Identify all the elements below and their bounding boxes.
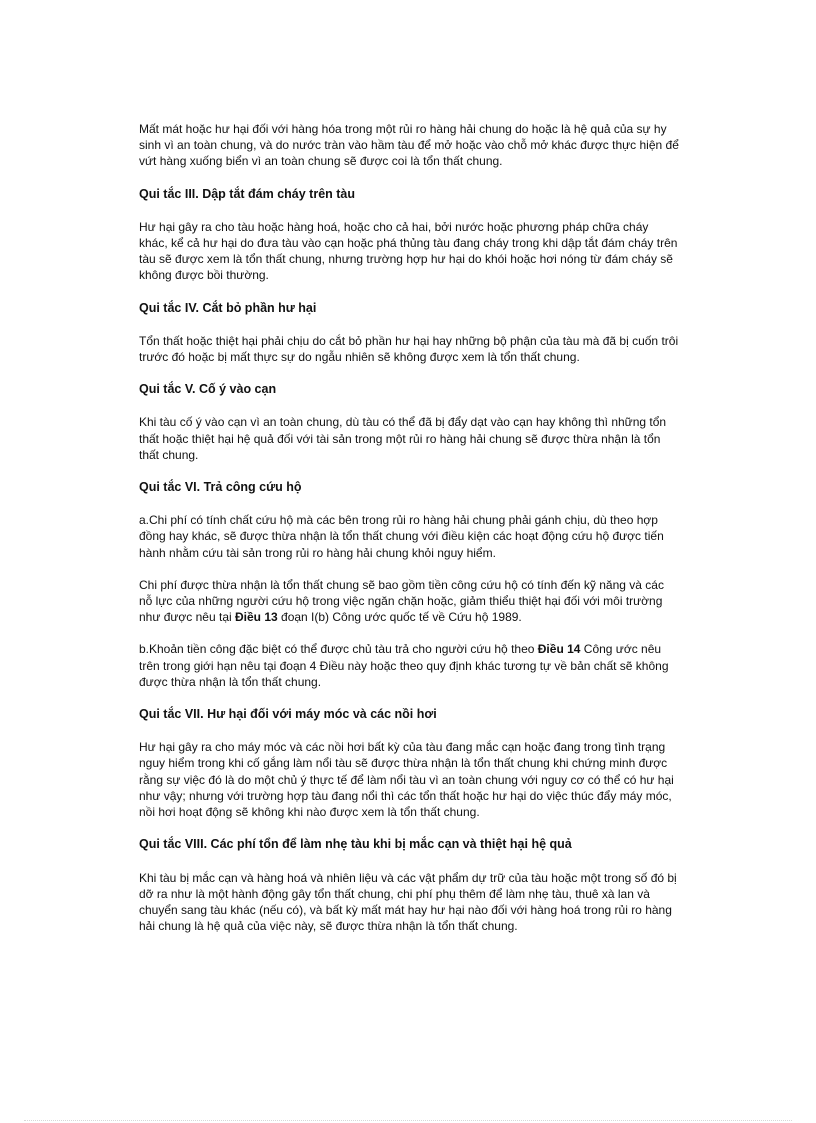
- section-heading: Qui tắc VI. Trả công cứu hộ: [139, 480, 302, 495]
- paragraph: Hư hại gây ra cho tàu hoặc hàng hoá, hoặc cho cả hai, bởi nước hoặc phương pháp chữa cháy khác, kể cả hư hại do đưa tàu vào cạn hoặc phá thủng tàu đang cháy trong khi dập tắt đám cháy trên tàu sẽ được xem là tổn thất chung, nhưng trường hợp hư hại do khói hoặc hơi nóng từ đám cháy sẽ không được bồi thường.: [139, 219, 678, 283]
- paragraph: Mất mát hoặc hư hại đối với hàng hóa trong một rủi ro hàng hải chung do hoặc là hệ quả của sự hy sinh vì an toàn chung, và do nước tràn vào hầm tàu để mở hoặc vào chỗ mở khác được thực hiện để vứt hàng xuống biển vì an toàn chung sẽ được coi là tổn thất chung.: [139, 122, 679, 169]
- page-bottom-divider: [24, 1120, 792, 1121]
- paragraph-text: b.Khoản tiền công đặc biệt có thể được chủ tàu trả cho người cứu hộ theo: [139, 642, 538, 657]
- document-page: [139, 121, 679, 950]
- section-heading: Qui tắc VIII. Các phí tổn để làm nhẹ tàu khi bị mắc cạn và thiệt hại hệ quả: [139, 837, 572, 852]
- paragraph: Tổn thất hoặc thiệt hại phải chịu do cắt bỏ phần hư hại hay những bộ phận của tàu mà đã bị cuốn trôi trước đó hoặc bị mất thực sự do ngẫu nhiên sẽ không được xem là tổn thất chung.: [139, 333, 679, 365]
- paragraph: Khi tàu cố ý vào cạn vì an toàn chung, dù tàu có thể đã bị đẩy dạt vào cạn hay không thì những tổn thất hoặc thiệt hại hệ quả đối với tài sản trong một rủi ro hàng hải chung sẽ được thừa nhận là tổn thất chung.: [139, 415, 667, 462]
- bold-reference: Điều 14: [537, 642, 581, 657]
- paragraph: Khi tàu bị mắc cạn và hàng hoá và nhiên liệu và các vật phẩm dự trữ của tàu hoặc một trong số đó bị dỡ ra như là một hành động gây tổn thất chung, chi phí phụ thêm để làm nhẹ tàu, thuê xà lan và chuyển sang tàu khác (nếu có), và bất kỳ mất mát hay hư hại nào đối với hàng hoá trong rủi ro hàng hải chung là hệ quả của việc này, sẽ được thừa nhận là tổn thất chung.: [139, 870, 677, 934]
- paragraph-text: Công ước nêu trên trong giới hạn nêu tại đoạn 4 Điều này hoặc theo quy định khác tương tự về bản chất sẽ không được thừa nhận là tổn thất chung.: [139, 642, 669, 689]
- section-heading: Qui tắc V. Cố ý vào cạn: [139, 382, 277, 397]
- bold-reference: Điều 13: [235, 610, 278, 625]
- paragraph-text: đoạn I(b) Công ước quốc tế về Cứu hộ 1989.: [277, 610, 522, 625]
- section-heading: Qui tắc III. Dập tắt đám cháy trên tàu: [139, 186, 356, 201]
- paragraph-text: Chi phí được thừa nhận là tổn thất chung sẽ bao gồm tiền công cứu hộ có tính đến kỹ năng và các nỗ lực của những người cứu hộ trong việc ngăn chặn hoặc, giảm thiểu thiệt hại đối với môi trường như được nêu tại: [139, 577, 664, 625]
- section-heading: Qui tắc IV. Cắt bỏ phần hư hại: [139, 300, 317, 315]
- section-heading: Qui tắc VII. Hư hại đối với máy móc và các nồi hơi: [139, 707, 437, 722]
- paragraph: [139, 641, 679, 690]
- paragraph: [139, 577, 679, 626]
- paragraph: Hư hại gây ra cho máy móc và các nồi hơi bất kỳ của tàu đang mắc cạn hoặc đang trong tình trạng nguy hiểm trong khi cố gắng làm nổi tàu sẽ được thừa nhận là tổn thất chung khi chứng minh được rằng sự việc đó là do một chủ ý thực tế để làm nổi tàu vì an toàn chung với nguy cơ có thể có hư hại như vậy; nhưng với trường hợp tàu đang nổi thì các tổn thất hoặc hư hại do việc thúc đẩy máy móc, nồi hơi hoạt động sẽ không khi nào được xem là tổn thất chung.: [139, 740, 674, 820]
- paragraph: a.Chi phí có tính chất cứu hộ mà các bên trong rủi ro hàng hải chung phải gánh chịu, dù theo hợp đồng hay khác, sẽ được thừa nhận là tổn thất chung với điều kiện các hoạt động cứu hộ được tiến hành nhằm cứu tài sản trong rủi ro hàng hải chung khỏi nguy hiểm.: [139, 513, 664, 560]
